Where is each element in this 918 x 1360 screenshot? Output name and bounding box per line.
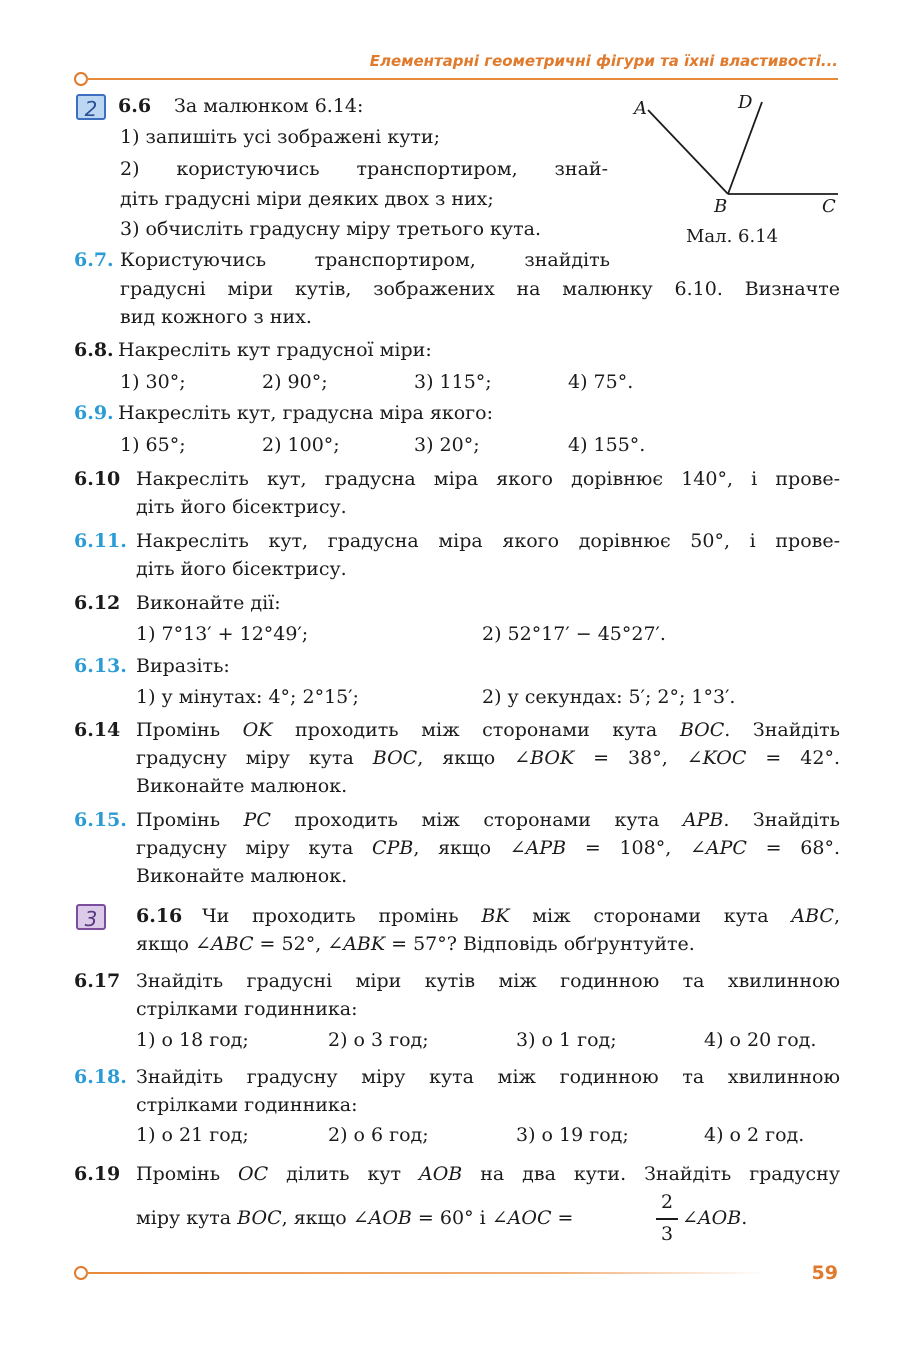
- exercise-text: Знайдіть градусні міри кутів між годинною та хвилинною: [136, 970, 840, 992]
- exercise-text: Виконайте дії:: [136, 592, 281, 614]
- exercise-number: 6.15.: [74, 809, 127, 831]
- footer-rule: [86, 1272, 766, 1274]
- answer-option: 1) 30°;: [120, 371, 186, 393]
- sub-question: 2) користуючись транспортиром, знай-: [120, 158, 608, 180]
- exercise-text: Користуючись транспортиром, знайдіть: [120, 249, 610, 271]
- answer-option: 4) о 2 год.: [704, 1124, 805, 1146]
- exercise-text: Знайдіть градусну міру кута між годинною та хвилинною: [136, 1066, 840, 1088]
- exercise-text: ∠AOB.: [682, 1207, 748, 1229]
- answer-option: 1) о 21 год;: [136, 1124, 249, 1146]
- exercise-text: Накресліть кут, градусна міра якого дорівнює 140°, і прове-: [136, 468, 840, 490]
- answer-option: 4) 75°.: [568, 371, 634, 393]
- exercise-number: 6.13.: [74, 655, 127, 677]
- answer-option: 2) 90°;: [262, 371, 328, 393]
- exercise-text: Промінь OK проходить між сторонами кута BOC. Знайдіть: [136, 719, 840, 741]
- exercise-text: Промінь OC ділить кут AOB на два кути. Знайдіть градусну: [136, 1163, 840, 1185]
- exercise-number: 6.14: [74, 719, 121, 741]
- exercise-text: Накресліть кут градусної міри:: [118, 339, 432, 361]
- exercise-text: якщо ∠ABC = 52°, ∠ABK = 57°? Відповідь обґрунтуйте.: [136, 933, 695, 955]
- exercise-text: Виконайте малюнок.: [136, 775, 348, 797]
- answer-option: 4) о 20 год.: [704, 1029, 817, 1051]
- header-rule: [86, 78, 838, 80]
- exercise-number: 6.9.: [74, 402, 114, 424]
- exercise-6-19: [74, 1160, 840, 1250]
- exercise-text: градусну міру кута BOC, якщо ∠BOK = 38°, ∠KOC = 42°.: [136, 747, 840, 769]
- sub-question: 3) обчисліть градусну міру третього кута.: [120, 218, 541, 240]
- answer-option: 2) 100°;: [262, 434, 340, 456]
- exercise-text: діть його бісектрису.: [136, 558, 347, 580]
- answer-option: 1) 65°;: [120, 434, 186, 456]
- answer-option: 1) о 18 год;: [136, 1029, 249, 1051]
- exercise-text: Накресліть кут, градусна міра якого дорівнює 50°, і прове-: [136, 530, 840, 552]
- exercise-text: стрілками годинника:: [136, 998, 358, 1020]
- sub-question: 1) запишіть усі зображені кути;: [120, 126, 440, 148]
- exercise-text: градусні міри кутів, зображених на малюнку 6.10. Визначте: [120, 278, 840, 300]
- exercise-text: Промінь PC проходить між сторонами кута APB. Знайдіть: [136, 809, 841, 831]
- running-header: Елементарні геометричні фігури та їхні властивості...: [369, 52, 838, 70]
- ray-BA: [648, 110, 728, 194]
- exercise-number: 6.6: [118, 95, 152, 117]
- exercise-text: За малюнком 6.14:: [174, 95, 364, 117]
- exercise-text: міру кута BOC, якщо ∠AOB = 60° і ∠AOC =: [136, 1207, 574, 1229]
- answer-option: 3) о 1 год;: [516, 1029, 617, 1051]
- exercise-number: 6.19: [74, 1163, 121, 1185]
- page-number: 59: [811, 1262, 838, 1284]
- exercise-number: 6.11.: [74, 530, 127, 552]
- exercise-number: 6.7.: [74, 249, 114, 271]
- exercise-number: 6.8.: [74, 339, 114, 361]
- answer-option: 3) о 19 год;: [516, 1124, 629, 1146]
- fraction-denominator: 3: [660, 1223, 674, 1245]
- difficulty-level-3-badge: 3: [76, 904, 106, 930]
- exercise-text: Виконайте малюнок.: [136, 865, 348, 887]
- exercise-number: 6.18.: [74, 1066, 127, 1088]
- sub-question-continued: діть градусні міри деяких двох з них;: [120, 188, 494, 210]
- exercise-text: вид кожного з них.: [120, 306, 312, 328]
- exercise-text: Виразіть:: [136, 655, 230, 677]
- exercise-text: градусну міру кута CPB, якщо ∠APB = 108°, ∠APC = 68°.: [136, 837, 841, 859]
- answer-option: 3) 115°;: [414, 371, 492, 393]
- label-A: A: [634, 98, 647, 119]
- exercise-number: 6.10: [74, 468, 121, 490]
- answer-option: 2) о 3 год;: [328, 1029, 429, 1051]
- exercise-text: Накресліть кут, градусна міра якого:: [118, 402, 493, 424]
- answer-option: 2) 52°17′ − 45°27′.: [482, 623, 666, 645]
- difficulty-level-2-badge: 2: [76, 94, 106, 120]
- exercise-text: Чи проходить промінь BK між сторонами кута ABC,: [202, 905, 840, 927]
- exercise-number: 6.16: [136, 905, 183, 927]
- exercise-number: 6.12: [74, 592, 121, 614]
- answer-option: 1) у мінутах: 4°; 2°15′;: [136, 686, 359, 708]
- figure-caption: Мал. 6.14: [686, 226, 779, 247]
- answer-option: 2) о 6 год;: [328, 1124, 429, 1146]
- fraction-numerator: 2: [660, 1191, 674, 1213]
- answer-option: 4) 155°.: [568, 434, 646, 456]
- ray-BD: [728, 102, 762, 194]
- label-C: C: [822, 196, 836, 217]
- answer-option: 1) 7°13′ + 12°49′;: [136, 623, 309, 645]
- answer-option: 3) 20°;: [414, 434, 480, 456]
- label-B: B: [714, 196, 728, 217]
- exercise-text: стрілками годинника:: [136, 1094, 358, 1116]
- exercise-text: діть його бісектрису.: [136, 496, 347, 518]
- label-D: D: [738, 92, 753, 113]
- answer-option: 2) у секундах: 5′; 2°; 1°3′.: [482, 686, 736, 708]
- exercise-number: 6.17: [74, 970, 121, 992]
